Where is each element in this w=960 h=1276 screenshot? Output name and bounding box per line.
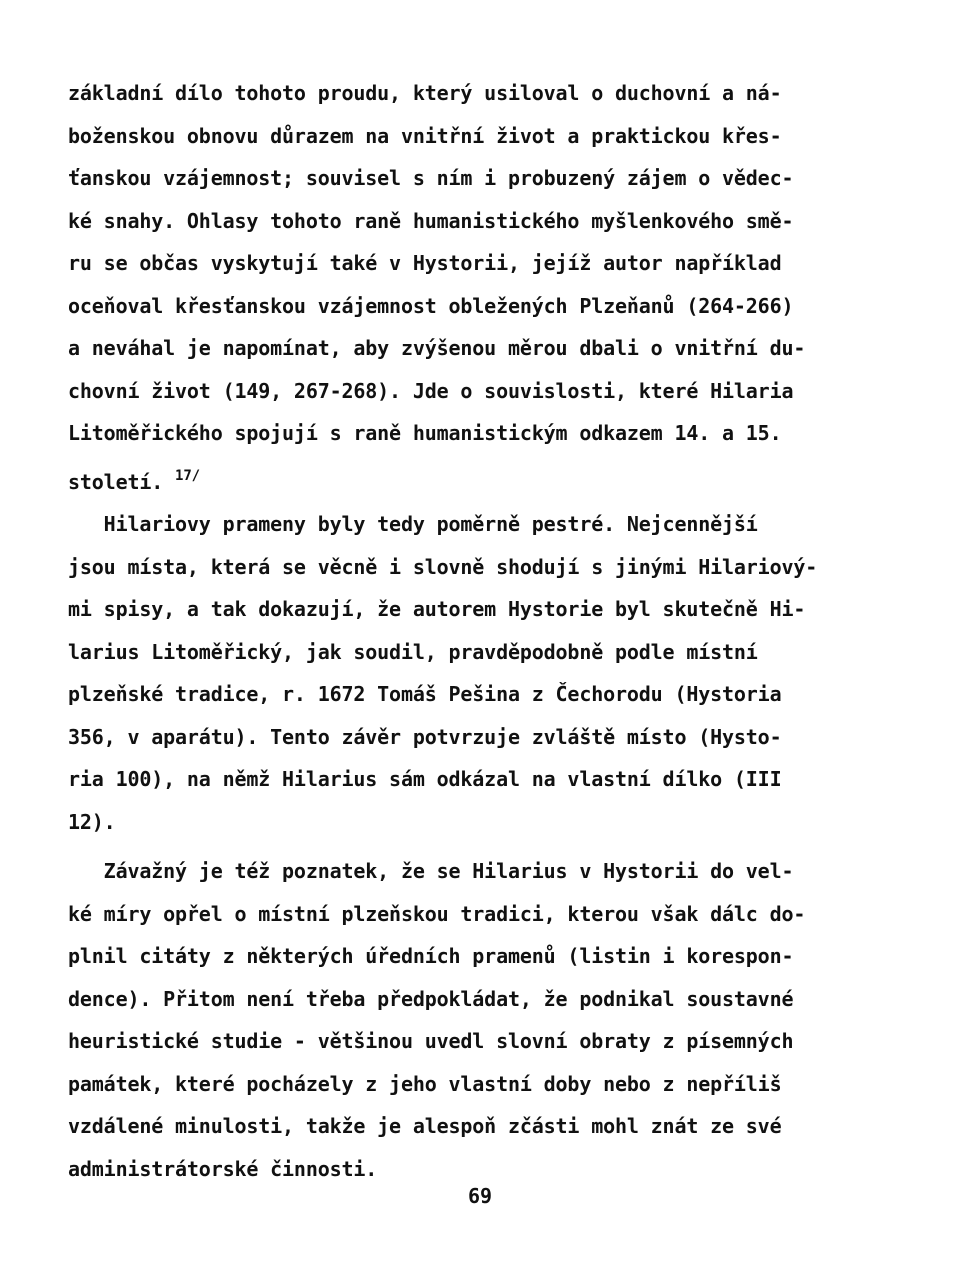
paragraph-1 bbox=[68, 72, 868, 497]
text-line: ťanskou vzájemnost; souvisel s ním i probuzený zájem o vědec- bbox=[68, 166, 794, 190]
text-line: jsou místa, která se věcně i slovně shodují s jinými Hilariový- bbox=[68, 554, 818, 579]
text-line: 356, v aparátu). Tento závěr potvrzuje zvláště místo (Hysto- bbox=[68, 724, 782, 749]
text-line: Závažný je též poznatek, že se Hilarius v Hystorii do vel- bbox=[68, 859, 794, 883]
text-line: a neváhal je napomínat, aby zvýšenou měrou dbali o vnitřní du- bbox=[68, 336, 806, 360]
paragraph-2 bbox=[68, 503, 868, 843]
text-line-end: století. bbox=[68, 469, 164, 494]
text-line: boženskou obnovu důrazem na vnitřní život a praktickou křes- bbox=[68, 123, 782, 148]
text-line: oceňoval křesťanskou vzájemnost obležených Plzeňanů (264-266) bbox=[68, 293, 794, 318]
text-line: chovní život (149, 267-268). Jde o souvislosti, které Hilaria bbox=[68, 378, 794, 403]
text-line: vzdálené minulosti, takže je alespoň zčásti mohl znát ze své bbox=[68, 1114, 782, 1138]
text-line: ru se občas vyskytují také v Hystorii, jejíž autor například bbox=[68, 251, 782, 275]
text-line: ké snahy. Ohlasy tohoto raně humanistického myšlenkového smě- bbox=[68, 208, 794, 233]
text-line: ria 100), na němž Hilarius sám odkázal na vlastní dílko (III bbox=[68, 767, 782, 791]
text-line: ké míry opřel o místní plzeňskou tradici, kterou však dálc do- bbox=[68, 901, 806, 926]
text-line: Litoměřického spojují s raně humanistickým odkazem 14. a 15. bbox=[68, 421, 782, 445]
text-line: dence). Přitom není třeba předpokládat, že podnikal soustavné bbox=[68, 986, 794, 1011]
text-line: 12). bbox=[68, 809, 116, 834]
footnote-reference: 17/ bbox=[175, 467, 200, 484]
text-line: základní dílo tohoto proudu, který usiloval o duchovní a ná- bbox=[68, 81, 782, 105]
text-line: památek, které pocházely z jeho vlastní doby nebo z nepříliš bbox=[68, 1071, 782, 1096]
text-line-with-footnote bbox=[68, 455, 868, 498]
text-line: plzeňské tradice, r. 1672 Tomáš Pešina z Čechorodu (Hystoria bbox=[68, 682, 782, 706]
page-number: 69 bbox=[467, 1184, 493, 1208]
text-line: plnil citáty z některých úředních pramenů (listin i korespon- bbox=[68, 944, 794, 968]
text-line: larius Litoměřický, jak soudil, pravděpodobně podle místní bbox=[68, 639, 758, 664]
paragraph-3 bbox=[68, 850, 868, 1190]
text-line: administrátorské činnosti. bbox=[68, 1156, 378, 1181]
text-line: mi spisy, a tak dokazují, že autorem Hystorie byl skutečně Hi- bbox=[68, 597, 806, 621]
text-line: heuristické studie - většinou uvedl slovní obraty z písemných bbox=[68, 1029, 794, 1053]
text-line: Hilariovy prameny byly tedy poměrně pestré. Nejcennější bbox=[68, 512, 758, 536]
